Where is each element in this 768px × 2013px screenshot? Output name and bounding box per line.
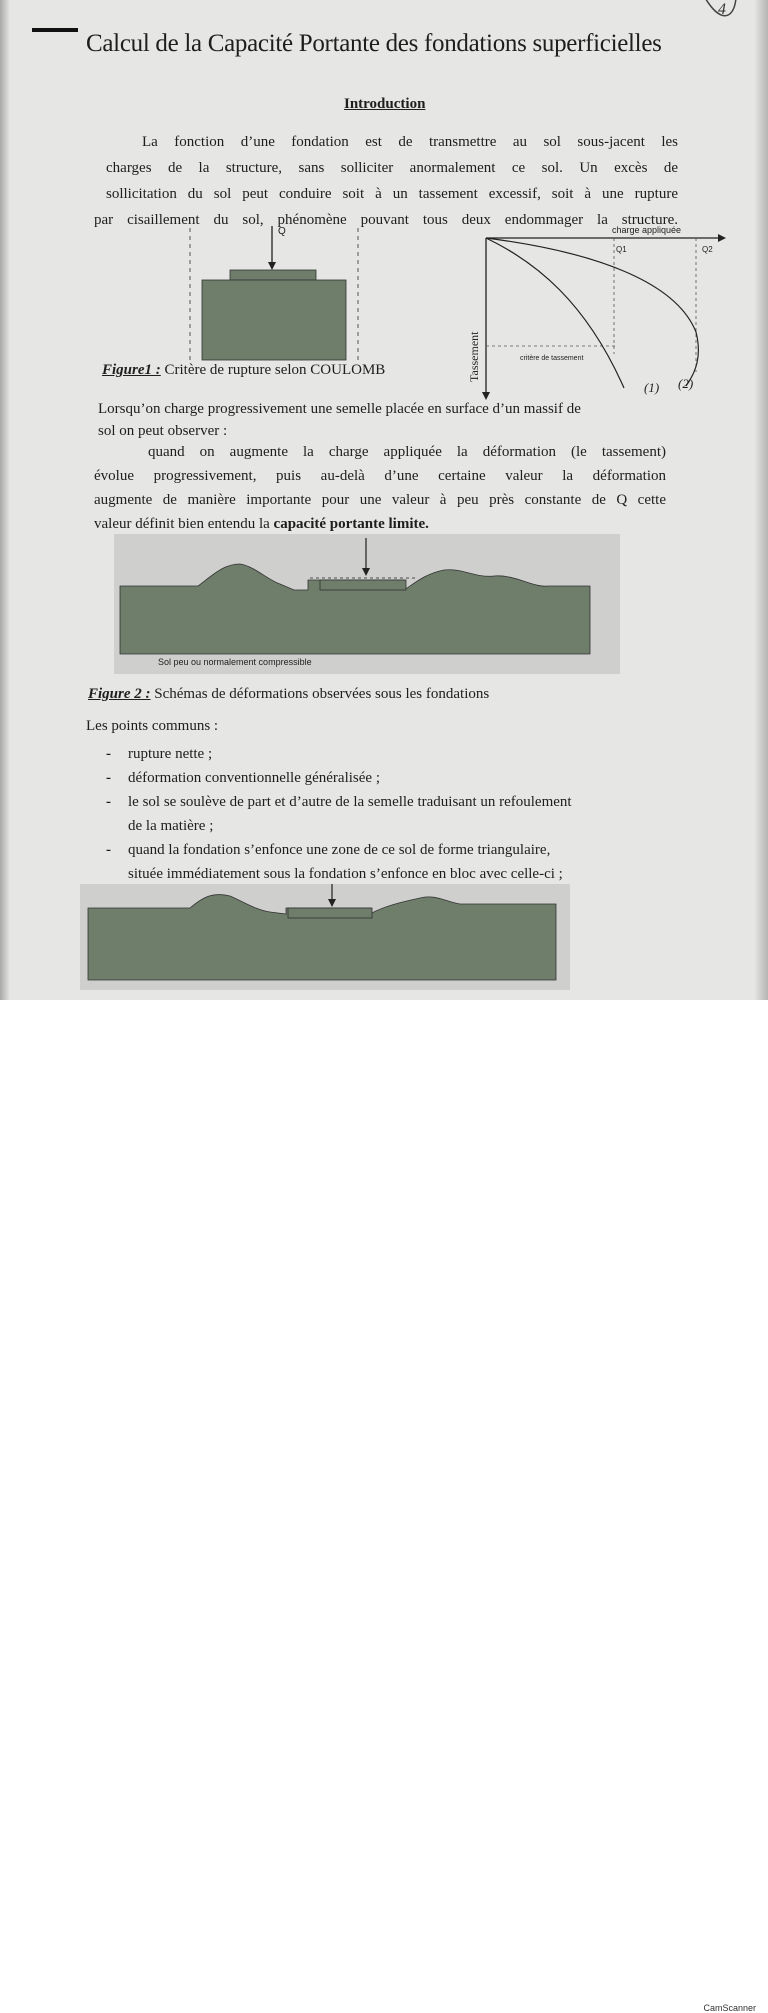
figure1-caption [102, 362, 385, 379]
footing [320, 580, 406, 590]
curve-2-label: (2) [678, 376, 694, 391]
page-edge-shadow-left [0, 0, 10, 1000]
soil-label: Sol peu ou normalement compressible [158, 657, 312, 667]
paragraph-text: valeur définit bien entendu la [94, 516, 274, 532]
paragraph-line: Lorsqu’on charge progressivement une semelle placée en surface d’un massif de [98, 401, 581, 417]
paragraph-line: sol on peut observer : [98, 423, 228, 439]
common-points-list [106, 742, 666, 886]
load-label: Q [278, 226, 286, 237]
figure2-caption-label: Figure 2 : [88, 686, 151, 702]
list-item-text: le sol se soulève de part et d’autre de la semelle traduisant un refoulement [128, 794, 572, 810]
page-edge-shadow-right [754, 0, 768, 1000]
list-item [106, 838, 666, 886]
list-item-continuation: de la matière ; [128, 818, 214, 834]
page-title: Calcul de la Capacité Portante des fondations superficielles [86, 30, 662, 57]
load-settlement-chart [456, 222, 728, 402]
curve-1-label: (1) [644, 380, 660, 395]
list-item [106, 766, 666, 790]
figure2-deformation-diagram [114, 534, 620, 674]
x-tick-q1: Q1 [616, 245, 627, 254]
x-tick-q2: Q2 [702, 245, 713, 254]
scanned-page [0, 0, 768, 1000]
paragraph-line: La fonction d’une fondation est de transmettre au sol sous-jacent les [142, 134, 678, 150]
list-item-text: quand la fondation s’enfonce une zone de ce sol de forme triangulaire, [128, 842, 551, 858]
y-axis-label: Tassement [467, 331, 481, 382]
paragraph-3 [94, 440, 666, 536]
camscanner-watermark: CamScanner [703, 2003, 756, 2013]
paragraph-line: évolue progressivement, puis au-delà d’une certaine valeur la déformation [94, 468, 666, 484]
figure1-footing-diagram [180, 222, 380, 370]
x-axis-label: charge appliquée [612, 225, 682, 235]
introduction-heading: Introduction [344, 96, 426, 112]
paragraph-line: charges de la structure, sans solliciter anormalement ce sol. Un excès de [106, 160, 678, 176]
footing [230, 270, 316, 280]
criterion-label: critère de tassement [520, 355, 584, 362]
figure2-caption-text: Schémas de déformations observées sous les fondations [150, 686, 490, 702]
list-intro: Les points communs : [86, 718, 219, 734]
paragraph-line: par cisaillement du sol, phénomène pouvant tous deux endommager la structure. [94, 212, 678, 228]
list-item-continuation: située immédiatement sous la fondation s’enfonce en bloc avec celle-ci ; [128, 866, 563, 882]
curve-2 [486, 238, 698, 386]
page-number: 4 [718, 1, 726, 18]
paragraph-line: augmente de manière importante pour une valeur à peu près constante de Q cette [94, 492, 666, 508]
list-item-text: déformation conventionnelle généralisée ; [128, 770, 380, 786]
paragraph-2 [98, 396, 666, 444]
capacity-term: capacité portante limite. [273, 516, 429, 532]
load-arrow-head [268, 262, 276, 270]
x-axis-arrow [718, 234, 726, 242]
footing [288, 908, 372, 918]
paragraph-line: sollicitation du sol peut conduire soit à un tassement excessif, soit à une rupture [106, 186, 678, 202]
figure2-caption [88, 686, 489, 703]
figure1-caption-text: Critère de rupture selon COULOMB [160, 362, 386, 378]
paragraph-line: quand on augmente la charge appliquée la déformation (le tassement) [148, 444, 666, 460]
list-item [106, 790, 666, 838]
footer-bar [0, 1000, 768, 2013]
list-item [106, 742, 666, 766]
figure3-deformation-diagram [80, 884, 570, 990]
figure1-caption-label: Figure1 : [102, 362, 161, 378]
top-dash-mark [32, 28, 78, 32]
page-number-mark [700, 0, 740, 30]
curve-1 [486, 238, 624, 388]
list-item-text: rupture nette ; [128, 746, 213, 762]
soil-mass [202, 280, 346, 360]
paragraph-line-last [94, 512, 666, 536]
intro-paragraph [94, 129, 678, 233]
